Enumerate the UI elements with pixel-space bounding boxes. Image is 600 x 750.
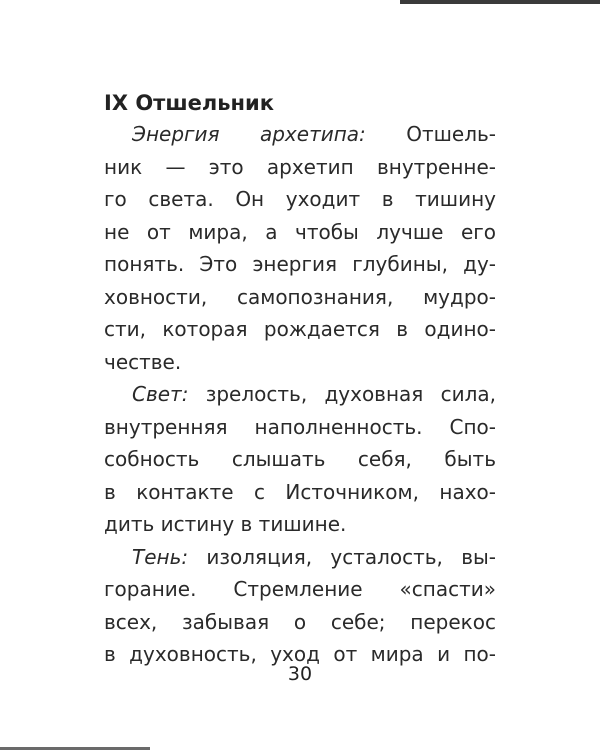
paragraph-line: внутренняя наполненность. Спо-: [104, 414, 496, 439]
paragraph-line: не от мира, а чтобы лучше его: [104, 219, 496, 244]
paragraph-line: собность слышать себя, быть: [104, 447, 496, 471]
paragraph-line: понять. Это энергия глубины, ду-: [104, 252, 496, 276]
paragraph-lead: Свет:: [132, 382, 189, 406]
paragraph-line: в контакте с Источником, нахо-: [104, 479, 496, 504]
paragraph-shadow: [104, 541, 496, 671]
paragraph-line: честве.: [104, 349, 182, 374]
paragraph-line: го света. Он уходит в тишину: [104, 187, 496, 211]
paragraph-line: сти, которая рождается в одино-: [104, 317, 496, 341]
paragraph-archetype-energy: [104, 118, 496, 378]
paragraph-line: ховности, самопознания, мудро-: [104, 284, 496, 309]
text-block: [104, 88, 496, 671]
paragraph-lead: Тень:: [132, 544, 189, 569]
paragraph-light: [104, 378, 496, 541]
paragraph-line: ник — это архетип внутренне-: [104, 154, 496, 179]
paragraph-line: Тень: изоляция, усталость, вы-: [132, 544, 496, 569]
paragraph-line: всех, забывая о себе; перекос: [104, 609, 496, 634]
page-number: 30: [287, 663, 313, 685]
paragraph-line: Свет: зрелость, духовная сила,: [132, 382, 496, 406]
paragraph-line: Энергия архетипа: Отшель-: [132, 122, 496, 146]
paragraph-line: дить истину в тишине.: [104, 512, 347, 536]
paragraph-line: в духовность, уход от мира и по-: [104, 642, 496, 666]
paragraph-line: горание. Стремление «спасти»: [104, 577, 496, 601]
page-edge-mark: [400, 0, 600, 4]
paragraph-lead: Энергия архетипа:: [132, 122, 366, 146]
chapter-title: IX Отшельник: [104, 91, 275, 115]
